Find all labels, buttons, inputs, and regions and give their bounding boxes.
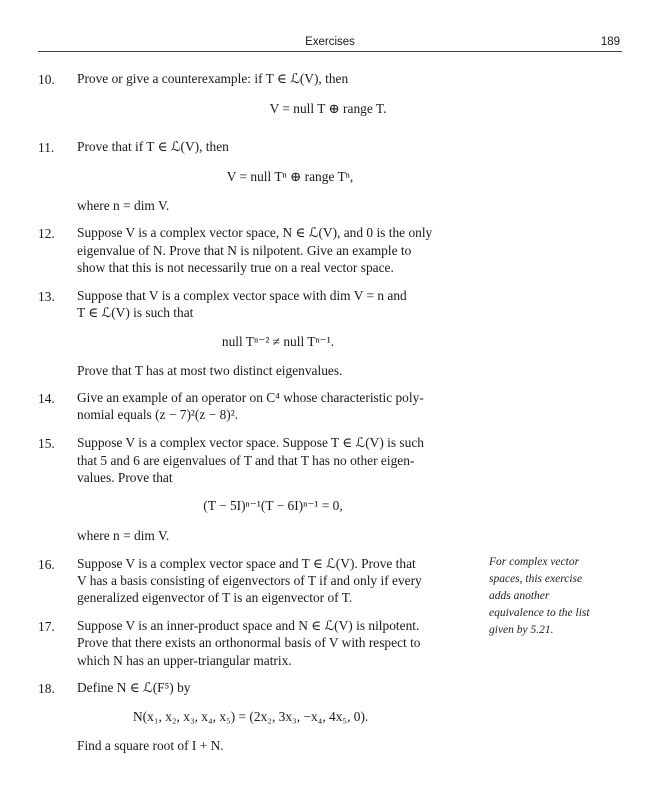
exercise-text-line: which N has an upper-triangular matrix. <box>77 653 292 668</box>
exercise-text-line: Suppose that V is a complex vector space with dim V = n and <box>77 288 407 303</box>
exercise-text-line: where n = dim V. <box>77 198 170 213</box>
exercise-text-line: Prove that if T ∈ ℒ(V), then <box>77 139 229 154</box>
exercise-number: 17. <box>38 619 55 634</box>
margin-note-line: equivalence to the list <box>489 607 590 619</box>
page-number: 189 <box>600 36 620 48</box>
exercise-text-line: Prove or give a counterexample: if T ∈ ℒ(V), then <box>77 71 349 86</box>
exercise-text-line: Find a square root of I + N. <box>77 738 224 753</box>
exercise-text-line: Suppose V is an inner-product space and N ∈ ℒ(V) is nilpotent. <box>77 618 420 633</box>
exercise-number: 16. <box>38 557 55 572</box>
margin-note <box>489 554 619 639</box>
margin-note-line: adds another <box>489 590 550 602</box>
exercise-text-line: eigenvalue of N. Prove that N is nilpotent. Give an example to <box>77 243 412 258</box>
exercise-number: 15. <box>38 436 55 451</box>
exercise-number: 14. <box>38 391 55 406</box>
exercise-number: 10. <box>38 72 55 87</box>
display-equation: V = null T ⊕ range T. <box>269 101 387 116</box>
exercise-text-line: that 5 and 6 are eigenvalues of T and that T has no other eigen- <box>77 453 415 468</box>
display-equation: null Tⁿ⁻² ≠ null Tⁿ⁻¹. <box>221 334 335 349</box>
exercise-text-line: show that this is not necessarily true on a real vector space. <box>77 260 394 275</box>
exercise-text-line: where n = dim V. <box>77 528 170 543</box>
exercise-text-line: V has a basis consisting of eigenvectors of T if and only if every <box>77 573 422 588</box>
exercise-text-line: Define N ∈ ℒ(F⁵) by <box>77 680 191 695</box>
exercise-text-line: Suppose V is a complex vector space. Suppose T ∈ ℒ(V) is such <box>77 435 424 450</box>
display-equation: N(x₁, x₂, x₃, x₄, x₅) = (2x₂, 3x₃, −x₄, 4x₅, 0). <box>133 709 369 724</box>
display-equation: V = null Tⁿ ⊕ range Tⁿ, <box>226 169 354 184</box>
exercise-number: 18. <box>38 681 55 696</box>
exercise-text-line: Prove that there exists an orthonormal basis of V with respect to <box>77 635 421 650</box>
exercise-text-line: nomial equals (z − 7)²(z − 8)². <box>77 407 239 422</box>
exercise-text-line: Prove that T has at most two distinct eigenvalues. <box>77 363 343 378</box>
exercise-text-line: Give an example of an operator on C⁴ whose characteristic poly- <box>77 390 424 405</box>
exercise-number: 12. <box>38 226 55 241</box>
exercise-text-line: generalized eigenvector of T is an eigenvector of T. <box>77 590 353 605</box>
margin-note-line: given by 5.21. <box>489 624 554 636</box>
display-equation: (T − 5I)ⁿ⁻¹(T − 6I)ⁿ⁻¹ = 0, <box>203 498 343 513</box>
exercise-number: 11. <box>38 140 55 155</box>
exercise-text-line: Suppose V is a complex vector space, N ∈ ℒ(V), and 0 is the only <box>77 225 433 240</box>
exercise-text-line: values. Prove that <box>77 470 173 485</box>
margin-note-line: For complex vector <box>489 556 580 568</box>
section-title: Exercises <box>305 36 355 48</box>
margin-note-line: spaces, this exercise <box>489 573 583 585</box>
exercise-text-line: T ∈ ℒ(V) is such that <box>77 305 194 320</box>
exercise-number: 13. <box>38 289 55 304</box>
exercise-text-line: Suppose V is a complex vector space and T ∈ ℒ(V). Prove that <box>77 556 416 571</box>
running-header <box>38 37 622 52</box>
